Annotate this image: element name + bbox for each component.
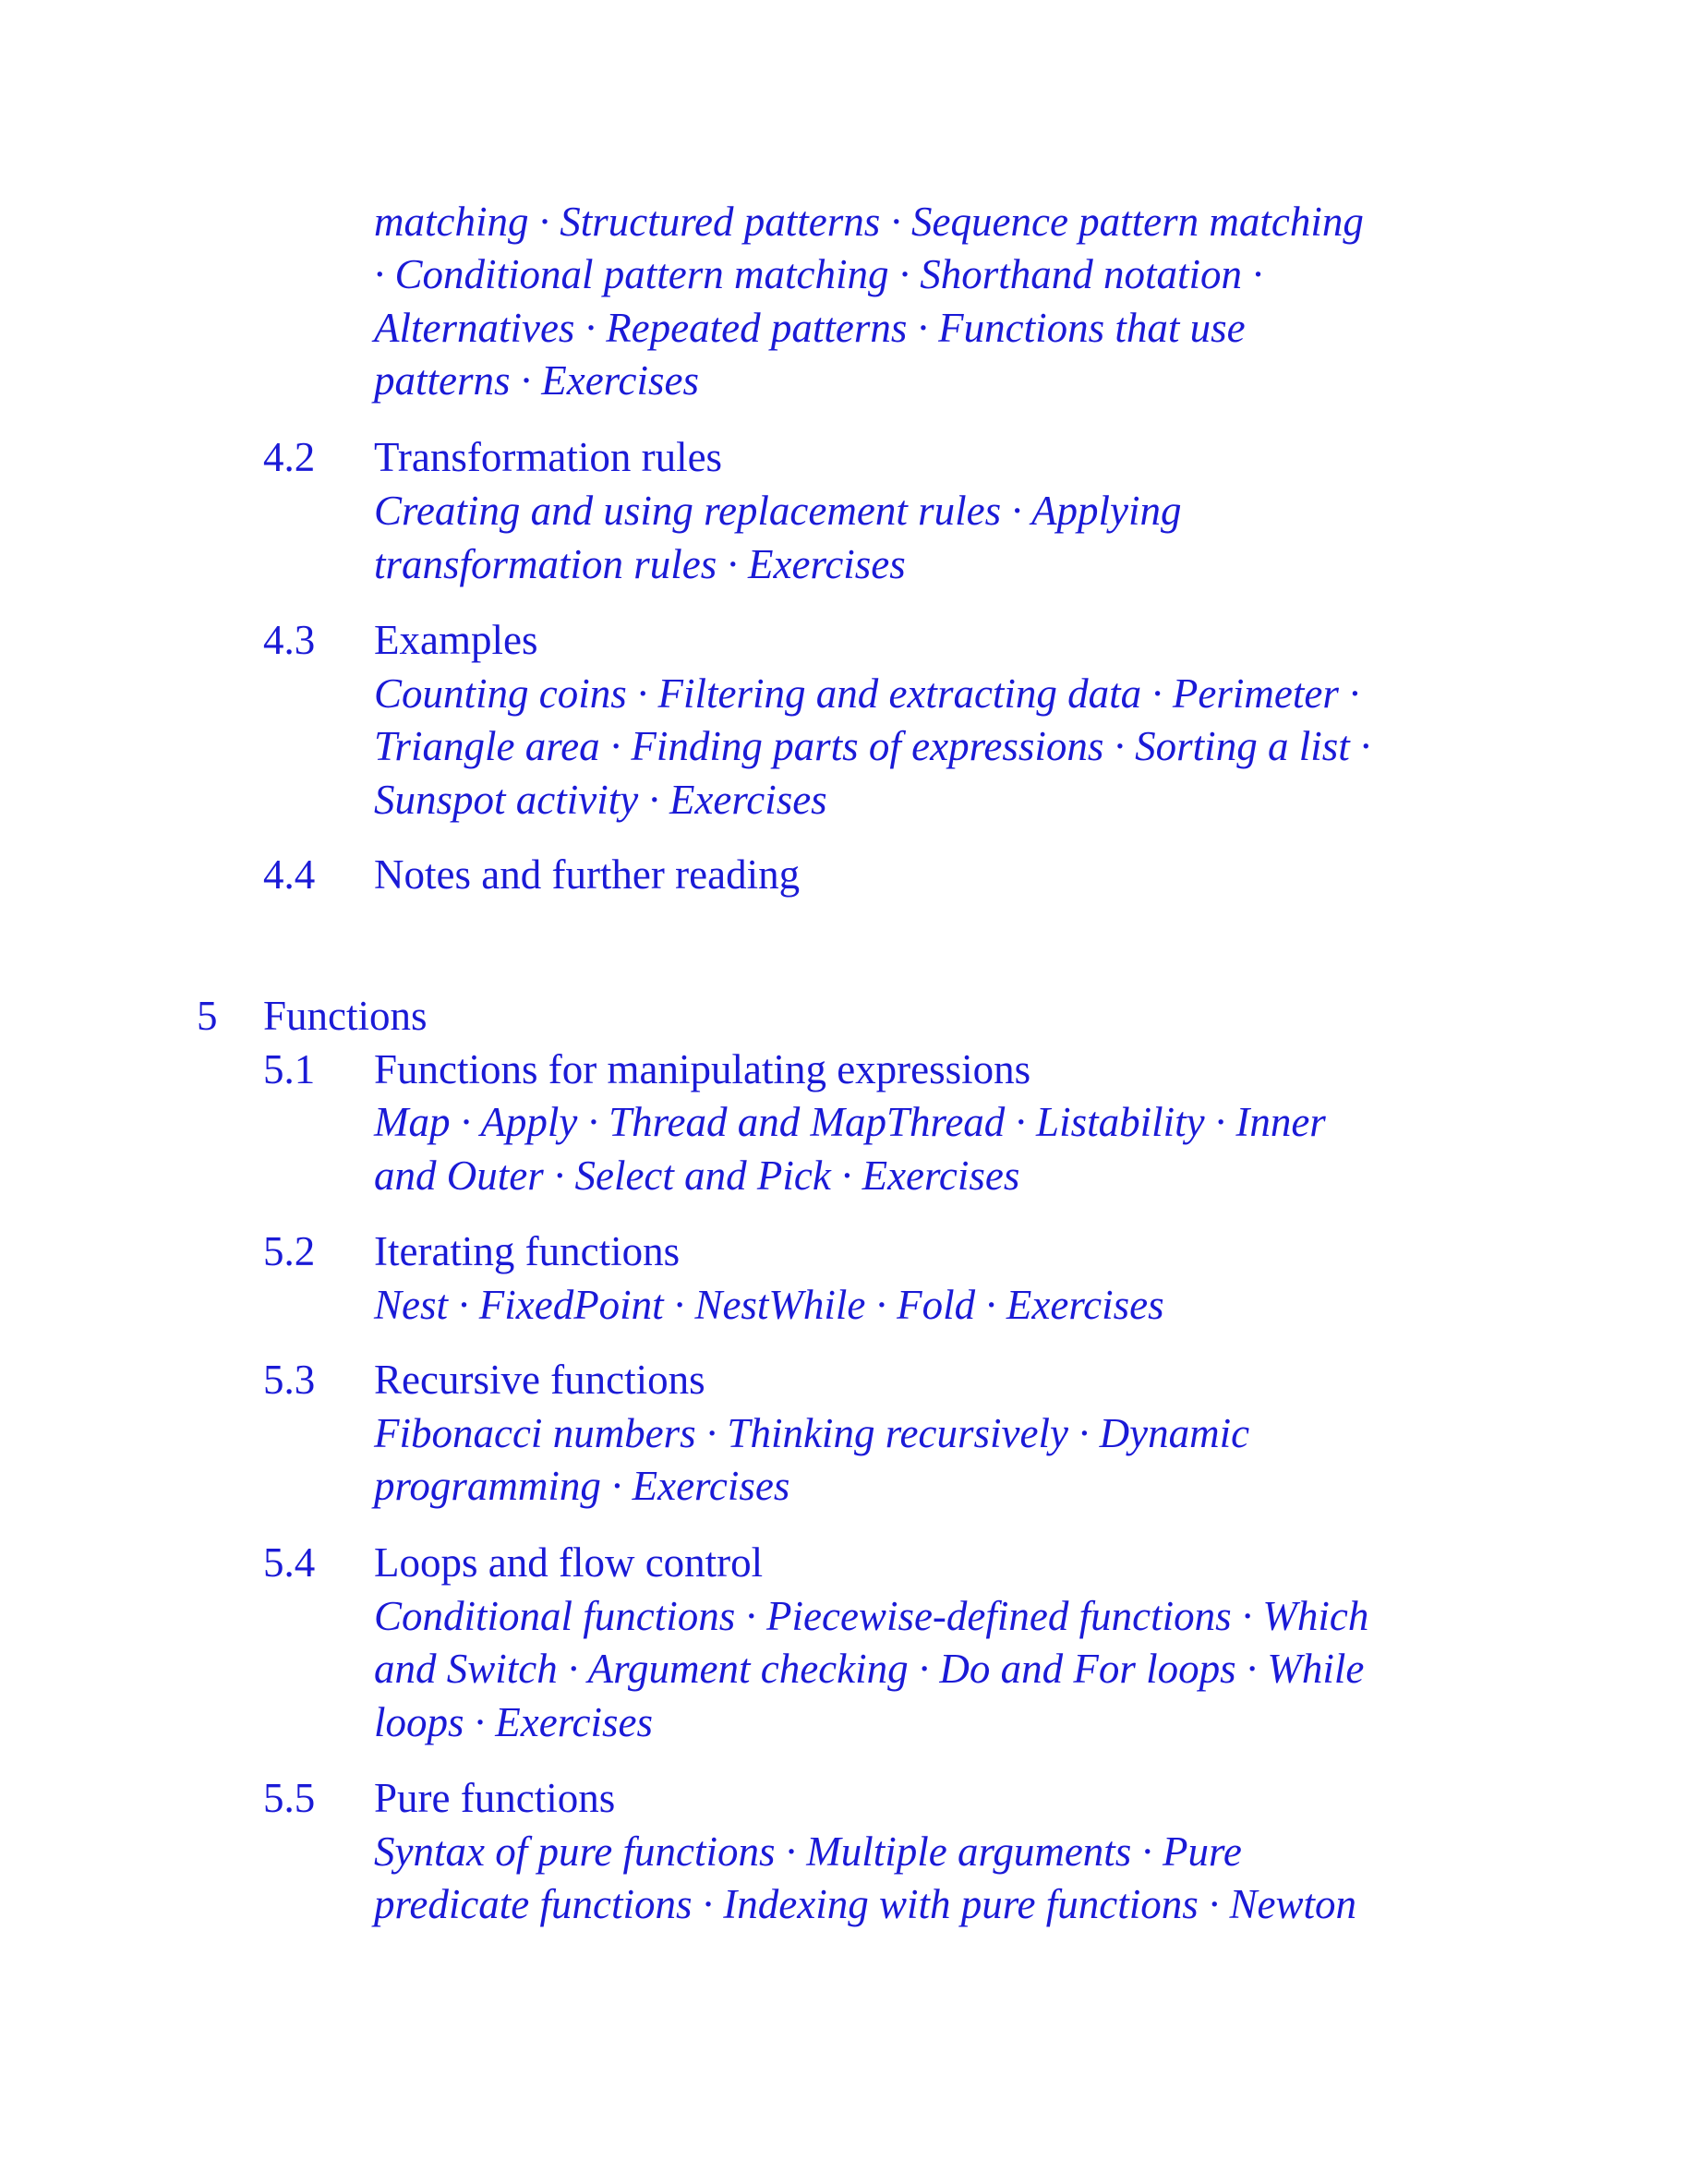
topic-line[interactable]: Triangle area · Finding parts of expressions · Sorting a list · [374, 723, 1371, 769]
topic-line[interactable]: predicate functions · Indexing with pure functions · Newton [374, 1881, 1357, 1927]
section-title-link[interactable]: Notes and further reading [374, 851, 801, 898]
section-title-link[interactable]: Recursive functions [374, 1357, 705, 1403]
section-number: 5.1 [263, 1046, 316, 1092]
section-title-link[interactable]: Loops and flow control [374, 1539, 764, 1586]
chapter-number: 5 [197, 993, 218, 1039]
topic-line[interactable]: and Switch · Argument checking · Do and For loops · While [374, 1646, 1365, 1692]
topic-line[interactable]: loops · Exercises [374, 1699, 654, 1745]
topic-line[interactable]: Map · Apply · Thread and MapThread · Listability · Inner [374, 1099, 1326, 1145]
topic-line[interactable]: Syntax of pure functions · Multiple arguments · Pure [374, 1828, 1242, 1875]
topic-line[interactable]: Nest · FixedPoint · NestWhile · Fold · Exercises [374, 1282, 1164, 1328]
topic-line[interactable]: Sunspot activity · Exercises [374, 777, 827, 823]
topic-line[interactable]: transformation rules · Exercises [374, 541, 906, 587]
section-title-link[interactable]: Functions for manipulating expressions [374, 1046, 1031, 1092]
topic-line[interactable]: programming · Exercises [374, 1463, 790, 1509]
topic-line[interactable]: · Conditional pattern matching · Shorthand notation · [374, 251, 1263, 297]
section-title-link[interactable]: Transformation rules [374, 434, 723, 480]
section-number: 4.2 [263, 434, 316, 480]
section-title-link[interactable]: Iterating functions [374, 1228, 681, 1274]
section-title-link[interactable]: Examples [374, 617, 538, 663]
section-number: 5.3 [263, 1357, 316, 1403]
section-number: 5.2 [263, 1228, 316, 1274]
topic-line[interactable]: and Outer · Select and Pick · Exercises [374, 1152, 1020, 1199]
topic-line[interactable]: patterns · Exercises [374, 357, 700, 404]
section-number: 5.4 [263, 1539, 316, 1586]
topic-line[interactable]: Conditional functions · Piecewise-defined functions · Which [374, 1593, 1369, 1639]
section-number: 4.4 [263, 851, 316, 898]
topic-line[interactable]: Counting coins · Filtering and extracting data · Perimeter · [374, 670, 1360, 717]
chapter-title-link[interactable]: Functions [263, 993, 428, 1039]
topic-line[interactable]: Fibonacci numbers · Thinking recursively · Dynamic [374, 1410, 1250, 1456]
topic-line[interactable]: Creating and using replacement rules · Applying [374, 488, 1182, 534]
section-title-link[interactable]: Pure functions [374, 1775, 616, 1821]
topic-line[interactable]: Alternatives · Repeated patterns · Functions that use [374, 305, 1246, 351]
section-number: 5.5 [263, 1775, 316, 1821]
topic-line[interactable]: matching · Structured patterns · Sequence pattern matching [374, 199, 1364, 245]
section-number: 4.3 [263, 617, 316, 663]
